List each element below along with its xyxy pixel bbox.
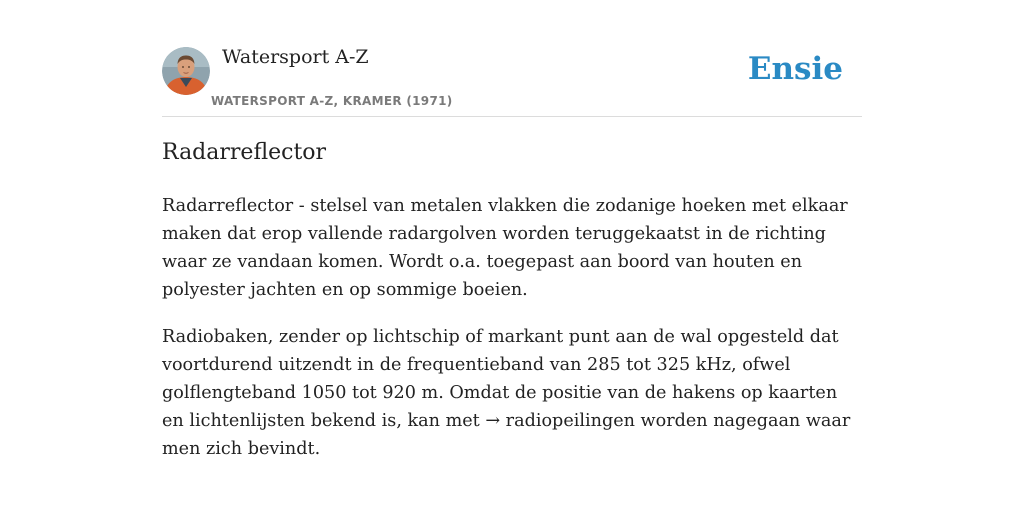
ensie-logo[interactable]: Ensie	[747, 51, 843, 87]
entry-body	[162, 192, 862, 482]
author-name[interactable]: Watersport A-Z	[222, 46, 369, 68]
entry-header	[162, 44, 862, 117]
person-portrait-icon	[162, 47, 210, 95]
entry-title: Radarreflector	[162, 140, 327, 165]
entry-paragraph: Radiobaken, zender op lichtschip of markant punt aan de wal opgesteld dat voortdurend uitzendt in de frequentieband van 285 tot 325 kHz, ofwel golflengteband 1050 tot 920 m. Omdat de positie van de hakens op kaarten en lichtenlijsten bekend is, kan met → radiopeilingen worden nagegaan waar men zich bevindt.	[162, 327, 851, 459]
entry-paragraph: Radarreflector - stelsel van metalen vlakken die zodanige hoeken met elkaar maken dat erop vallende radargolven worden teruggekaatst in de richting waar ze vandaan komen. Wordt o.a. toegepast aan boord van houten en polyester jachten en op sommige boeien.	[162, 196, 848, 300]
source-label: WATERSPORT A-Z, KRAMER (1971)	[211, 94, 453, 108]
author-avatar[interactable]	[162, 47, 210, 95]
